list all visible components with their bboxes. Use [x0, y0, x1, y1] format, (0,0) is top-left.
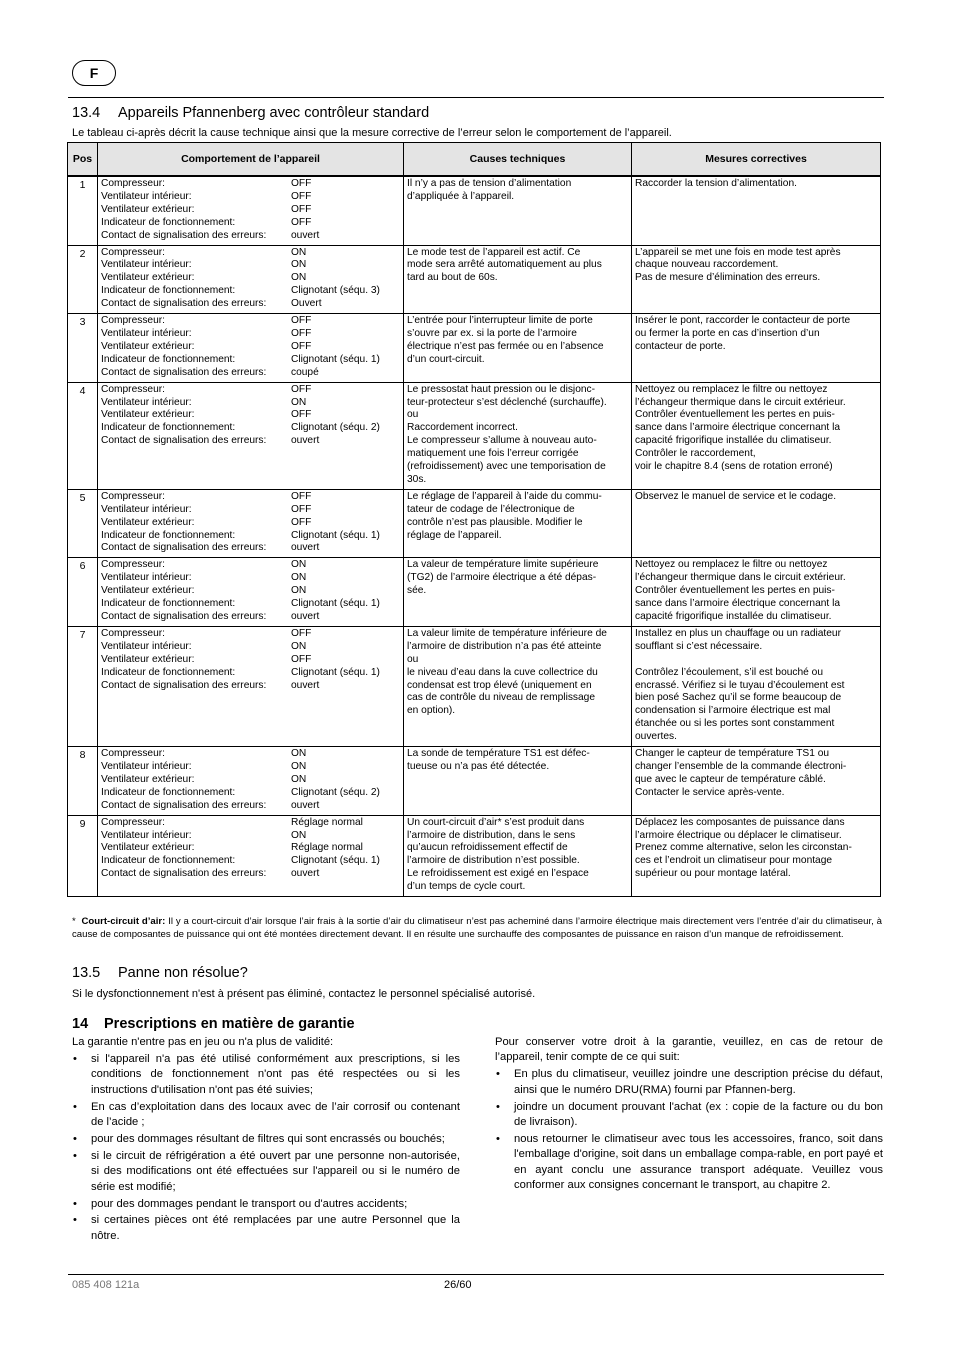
list-item: • joindre un document prouvant l'achat (ex : copie de la facture ou du bon de livraison). — [495, 1100, 883, 1131]
state-value: OFF — [291, 503, 312, 515]
technical-cause-cell: Il n’y a pas de tension d’alimentation d’appliquée à l’appareil. — [404, 176, 632, 245]
state-label: Compresseur: — [101, 383, 165, 395]
state-label: Ventilateur extérieur: — [101, 585, 195, 597]
technical-cause-cell: L’entrée pour l’interrupteur limite de porte s’ouvre par ex. si la porte de l’armoire électrique n’est pas fermée ou en l’absence d’un court-circuit. — [404, 314, 632, 383]
state-line — [101, 367, 400, 380]
technical-cause-cell: La sonde de température TS1 est défec- tueuse ou n’a pas été détectée. — [404, 747, 632, 816]
device-behavior-cell — [98, 176, 404, 245]
state-value: Réglage normal — [291, 816, 363, 828]
state-value: OFF — [291, 203, 312, 215]
state-line — [101, 504, 400, 517]
table-row — [68, 747, 881, 816]
list-item: • En cas d’exploitation dans des locaux avec de l’air corrosif ou contenant de l’acide ; — [72, 1100, 460, 1131]
state-value: ouvert — [291, 611, 320, 622]
state-value: ouvert — [291, 799, 320, 811]
state-value: Clignotant (séqu. 2) — [291, 422, 380, 434]
state-line — [101, 680, 400, 693]
device-behavior-cell — [98, 314, 404, 383]
state-label: Ventilateur extérieur: — [101, 272, 195, 284]
warranty-exclusions — [72, 1035, 460, 1244]
state-label: Compresseur: — [101, 246, 165, 258]
state-value: ouvert — [291, 868, 320, 880]
section-title: Prescriptions en matière de garantie — [104, 1016, 355, 1032]
state-label: Ventilateur intérieur: — [101, 327, 192, 339]
state-value: ouvert — [291, 679, 320, 691]
state-label: Compresseur: — [101, 627, 165, 639]
technical-cause-cell: Le pressostat haut pression ou le disjonc- teur-protecteur s’est déclenché (surchauffe). ou Raccordement incorrect. Le compresseur s’allume à nouveau auto- matiquement une fois l’erreur corrigée (refroidissement) avec une temporisation de 30s. — [404, 382, 632, 489]
state-label: Ventilateur intérieur: — [101, 829, 192, 841]
table-row — [68, 489, 881, 558]
state-label: Ventilateur intérieur: — [101, 396, 192, 408]
list-item: • pour des dommages pendant le transport ou d'autres accidents; — [72, 1197, 460, 1212]
state-value: ON — [291, 272, 307, 284]
state-line — [101, 842, 400, 855]
list-item: • si certaines pièces ont été remplacées par une autre Personnel que la nôtre. — [72, 1213, 460, 1244]
state-line — [101, 641, 400, 654]
state-line — [101, 530, 400, 543]
state-value: OFF — [291, 216, 312, 228]
state-label: Ventilateur intérieur: — [101, 503, 192, 515]
state-value: OFF — [291, 627, 312, 639]
state-line — [101, 354, 400, 367]
state-line — [101, 178, 400, 191]
corrective-measure-cell: Nettoyez ou remplacez le filtre ou nettoyez l’échangeur thermique dans le circuit extérieur. Contrôler éventuellement les pertes en puis- sance dans l’armoire électrique concernant la capacité frigorifique installée du climatiseur. — [632, 558, 881, 627]
state-line — [101, 217, 400, 230]
corrective-measure-cell: Nettoyez ou remplacez le filtre ou nettoyez l’échangeur thermique dans le circuit extérieur. Contrôler éventuellement les pertes en puis- sance dans l’armoire électrique concernant la capacité frigorifique installée du climatiseur. Contrôler le raccordement, voir le chapitre 8.4 (sens de rotation erroné) — [632, 382, 881, 489]
state-value: Ouvert — [291, 298, 322, 310]
state-line — [101, 247, 400, 260]
column-header-measures: Mesures correctives — [632, 143, 881, 177]
state-label: Contact de signalisation des erreurs: — [101, 542, 267, 554]
state-line — [101, 628, 400, 641]
device-behavior-cell — [98, 489, 404, 558]
section-14-heading — [72, 1016, 355, 1032]
state-line — [101, 204, 400, 217]
footnote — [72, 916, 882, 941]
state-line — [101, 585, 400, 598]
section-13-4-heading — [72, 105, 429, 121]
column-header-behavior: Comportement de l’appareil — [98, 143, 404, 177]
technical-cause-cell: Le réglage de l’appareil à l’aide du commu- tateur de codage de l’électronique de contrôle n’est pas plausible. Modifier le réglage de l’appareil. — [404, 489, 632, 558]
list-item: • En plus du climatiseur, veuillez joindre une description précise du défaut, ainsi que le numéro DRU(RMA) fourni par Pfannen-berg. — [495, 1067, 883, 1098]
corrective-measure-cell: Changer le capteur de température TS1 ou changer l’ensemble de la commande électroni- que avec le capteur de température câblé. Contacter le service après-vente. — [632, 747, 881, 816]
section-number: 14 — [72, 1016, 89, 1032]
state-line — [101, 315, 400, 328]
state-label: Contact de signalisation des erreurs: — [101, 229, 267, 241]
state-value: Clignotant (séqu. 1) — [291, 855, 380, 867]
row-position: 2 — [68, 245, 98, 314]
language-badge: F — [72, 60, 116, 86]
state-value: ON — [291, 246, 307, 258]
warranty-return-conditions — [495, 1035, 883, 1194]
state-value: OFF — [291, 653, 312, 665]
state-line — [101, 572, 400, 585]
state-value: ON — [291, 773, 307, 785]
corrective-measure-cell: Observez le manuel de service et le codage. — [632, 489, 881, 558]
state-value: OFF — [291, 315, 312, 327]
state-label: Indicateur de fonctionnement: — [101, 666, 236, 678]
state-value: Clignotant (séqu. 2) — [291, 786, 380, 798]
state-line — [101, 298, 400, 311]
list-item: • si l'appareil n'a pas été utilisé conformément aux prescriptions, si les conditions de fonctionnement n'ont pas été respectées ou si les instructions d'utilisation n'ont pas été suivies; — [72, 1052, 460, 1098]
state-label: Indicateur de fonctionnement: — [101, 598, 236, 610]
state-label: Ventilateur extérieur: — [101, 203, 195, 215]
corrective-measure-cell: Raccorder la tension d’alimentation. — [632, 176, 881, 245]
state-label: Ventilateur intérieur: — [101, 190, 192, 202]
state-label: Indicateur de fonctionnement: — [101, 422, 236, 434]
state-line — [101, 397, 400, 410]
state-line — [101, 787, 400, 800]
state-value: ON — [291, 572, 307, 584]
state-value: ON — [291, 396, 307, 408]
state-line — [101, 559, 400, 572]
state-line — [101, 774, 400, 787]
state-value: ON — [291, 748, 307, 760]
state-label: Compresseur: — [101, 748, 165, 760]
table-row — [68, 245, 881, 314]
table-row — [68, 815, 881, 896]
state-label: Compresseur: — [101, 816, 165, 828]
state-value: coupé — [291, 366, 319, 378]
state-label: Indicateur de fonctionnement: — [101, 353, 236, 365]
state-label: Contact de signalisation des erreurs: — [101, 611, 267, 622]
state-value: OFF — [291, 190, 312, 202]
technical-cause-cell: La valeur limite de température inférieure de l’armoire de distribution n’a pas été atteinte ou le niveau d’eau dans la cuve collectrice du condensat est trop élevé (uniquement en cas de contrôle du niveau de remplissage en option). — [404, 626, 632, 746]
state-line — [101, 542, 400, 555]
section-13-5-heading — [72, 965, 248, 981]
state-line — [101, 800, 400, 813]
state-line — [101, 191, 400, 204]
state-value: OFF — [291, 178, 312, 189]
state-line — [101, 435, 400, 448]
device-behavior-cell — [98, 747, 404, 816]
state-value: Clignotant (séqu. 1) — [291, 666, 380, 678]
corrective-measure-cell: Déplacez les composantes de puissance dans l’armoire électrique ou déplacer le climatiseur. Prenez comme alternative, selon les circonstan- ces et l’endroit un climatiseur pour montage supérieur ou pour montage latéral. — [632, 815, 881, 896]
column-header-pos: Pos — [68, 143, 98, 177]
footnote-star: * — [72, 916, 76, 927]
table-row — [68, 314, 881, 383]
state-label: Compresseur: — [101, 315, 165, 327]
state-label: Ventilateur extérieur: — [101, 409, 195, 421]
list-item: • nous retourner le climatiseur avec tous les accessoires, franco, soit dans l'emballage d'origine, soit dans un emballage compa-rable, en port payé et en ayant conclu une assurance transport adéquate. Veuillez vous conformer aux consignes concernant le transport, au chapitre 2. — [495, 1132, 883, 1194]
state-value: ouvert — [291, 435, 320, 447]
state-label: Ventilateur extérieur: — [101, 516, 195, 528]
state-label: Ventilateur intérieur: — [101, 259, 192, 271]
state-value: Clignotant (séqu. 1) — [291, 353, 380, 365]
state-value: OFF — [291, 327, 312, 339]
state-label: Contact de signalisation des erreurs: — [101, 868, 267, 880]
technical-cause-cell: Le mode test de l’appareil est actif. Ce mode sera arrêté automatiquement au plus tard au bout de 60s. — [404, 245, 632, 314]
state-label: Contact de signalisation des erreurs: — [101, 366, 267, 378]
state-label: Compresseur: — [101, 178, 165, 189]
state-line — [101, 384, 400, 397]
section-title: Panne non résolue? — [118, 965, 248, 981]
list-item: • si le circuit de réfrigération a été ouvert par une personne non-autorisée, si des modifications ont été effectuées sur l'appareil ou si le numéro de série est modifié; — [72, 1149, 460, 1195]
corrective-measure-cell: Installez en plus un chauffage ou un radiateur soufflant si c’est nécessaire. Contrôlez l’écoulement, s’il est bouché ou encrassé. Vérifiez si le tuyau d’écoulement est bien posé Sachez qu’il se forme beaucoup de condensation si l’armoire électrique est mal étanchée ou si les portes sont constamment ouvertes. — [632, 626, 881, 746]
table-row — [68, 176, 881, 245]
state-value: ON — [291, 640, 307, 652]
state-label: Contact de signalisation des erreurs: — [101, 799, 267, 811]
state-label: Ventilateur extérieur: — [101, 842, 195, 854]
state-value: Réglage normal — [291, 842, 363, 854]
fault-table — [67, 142, 880, 897]
header-rule — [68, 97, 884, 98]
footnote-text: Il y a court-circuit d’air lorsque l’air frais à la sortie d’air du climatiseur n’est pas acheminé dans l’armoire électrique mais directement vers l’entrée d’air du climatiseur, à cause de composantes de puissance qui ont été montées directement devant. Il en résulte une surchauffe des composantes de puissance en raison d’un manque de refroidissement. — [72, 916, 882, 940]
state-label: Indicateur de fonctionnement: — [101, 285, 236, 297]
section-13-5-text: Si le dysfonctionnement n'est à présent pas éliminé, contactez le personnel spécialisé autorisé. — [72, 988, 536, 1000]
table-row — [68, 558, 881, 627]
list-item: • pour des dommages résultant de filtres qui sont encrassés ou bouchés; — [72, 1132, 460, 1147]
row-position: 4 — [68, 382, 98, 489]
state-value: Clignotant (séqu. 1) — [291, 529, 380, 541]
row-position: 3 — [68, 314, 98, 383]
state-line — [101, 230, 400, 243]
state-label: Contact de signalisation des erreurs: — [101, 679, 267, 691]
state-value: ouvert — [291, 229, 320, 241]
state-value: OFF — [291, 340, 312, 352]
state-line — [101, 855, 400, 868]
state-value: OFF — [291, 516, 312, 528]
state-value: ON — [291, 259, 307, 271]
state-line — [101, 830, 400, 843]
state-line — [101, 598, 400, 611]
state-label: Indicateur de fonctionnement: — [101, 529, 236, 541]
state-line — [101, 285, 400, 298]
state-line — [101, 868, 400, 881]
state-line — [101, 422, 400, 435]
state-value: ON — [291, 760, 307, 772]
page-number: 26/60 — [444, 1279, 472, 1291]
state-line — [101, 517, 400, 530]
table-row — [68, 626, 881, 746]
row-position: 7 — [68, 626, 98, 746]
state-line — [101, 748, 400, 761]
state-label: Ventilateur intérieur: — [101, 572, 192, 584]
state-label: Ventilateur intérieur: — [101, 760, 192, 772]
row-position: 8 — [68, 747, 98, 816]
device-behavior-cell — [98, 245, 404, 314]
device-behavior-cell — [98, 626, 404, 746]
state-line — [101, 611, 400, 624]
state-label: Contact de signalisation des erreurs: — [101, 298, 267, 310]
state-line — [101, 654, 400, 667]
state-value: ON — [291, 829, 307, 841]
document-number: 085 408 121a — [72, 1279, 140, 1291]
state-value: Clignotant (séqu. 3) — [291, 285, 380, 297]
row-position: 1 — [68, 176, 98, 245]
corrective-measure-cell: Insérer le pont, raccorder le contacteur de porte ou fermer la porte en cas d’insertion d’un contacteur de porte. — [632, 314, 881, 383]
section-number: 13.5 — [72, 965, 101, 981]
section-title: Appareils Pfannenberg avec contrôleur standard — [118, 105, 430, 121]
state-line — [101, 341, 400, 354]
state-value: OFF — [291, 490, 312, 502]
technical-cause-cell: La valeur de température limite supérieure (TG2) de l’armoire électrique a été dépas- sée. — [404, 558, 632, 627]
state-label: Indicateur de fonctionnement: — [101, 786, 236, 798]
state-label: Compresseur: — [101, 490, 165, 502]
device-behavior-cell — [98, 382, 404, 489]
warranty-left-intro: La garantie n'entre pas en jeu ou n'a plus de validité: — [72, 1036, 334, 1048]
corrective-measure-cell: L’appareil se met une fois en mode test après chaque nouveau raccordement. Pas de mesure d’élimination des erreurs. — [632, 245, 881, 314]
state-line — [101, 272, 400, 285]
state-value: ON — [291, 559, 307, 571]
state-label: Compresseur: — [101, 559, 165, 571]
state-label: Contact de signalisation des erreurs: — [101, 435, 267, 447]
state-value: Clignotant (séqu. 1) — [291, 598, 380, 610]
state-label: Indicateur de fonctionnement: — [101, 216, 236, 228]
state-line — [101, 761, 400, 774]
section-number: 13.4 — [72, 105, 101, 121]
state-label: Ventilateur extérieur: — [101, 340, 195, 352]
table-row — [68, 382, 881, 489]
state-value: ON — [291, 585, 307, 597]
row-position: 6 — [68, 558, 98, 627]
row-position: 9 — [68, 815, 98, 896]
footer-rule — [68, 1274, 884, 1275]
device-behavior-cell — [98, 558, 404, 627]
warranty-right-intro: Pour conserver votre droit à la garantie, veuillez, en cas de retour de l’appareil, tenir compte de ce qui suit: — [495, 1036, 883, 1064]
state-line — [101, 409, 400, 422]
state-label: Ventilateur intérieur: — [101, 640, 192, 652]
state-label: Ventilateur extérieur: — [101, 773, 195, 785]
state-line — [101, 817, 400, 830]
state-value: OFF — [291, 409, 312, 421]
column-header-causes: Causes techniques — [404, 143, 632, 177]
state-value: OFF — [291, 383, 312, 395]
state-line — [101, 259, 400, 272]
footnote-term: Court-circuit d’air: — [81, 916, 166, 927]
technical-cause-cell: Un court-circuit d’air* s’est produit dans l’armoire de distribution, dans le sens qu’aucun refroidissement effectif de l’armoire de distribution n’est possible. Le refroidissement est exigé en l’espace d’un temps de cycle court. — [404, 815, 632, 896]
device-behavior-cell — [98, 815, 404, 896]
state-label: Ventilateur extérieur: — [101, 653, 195, 665]
state-line — [101, 491, 400, 504]
section-13-4-intro: Le tableau ci-après décrit la cause technique ainsi que la mesure corrective de l’erreur selon le comportement de l’appareil. — [72, 127, 672, 139]
state-value: ouvert — [291, 542, 320, 554]
state-line — [101, 667, 400, 680]
state-line — [101, 328, 400, 341]
state-label: Indicateur de fonctionnement: — [101, 855, 236, 867]
row-position: 5 — [68, 489, 98, 558]
